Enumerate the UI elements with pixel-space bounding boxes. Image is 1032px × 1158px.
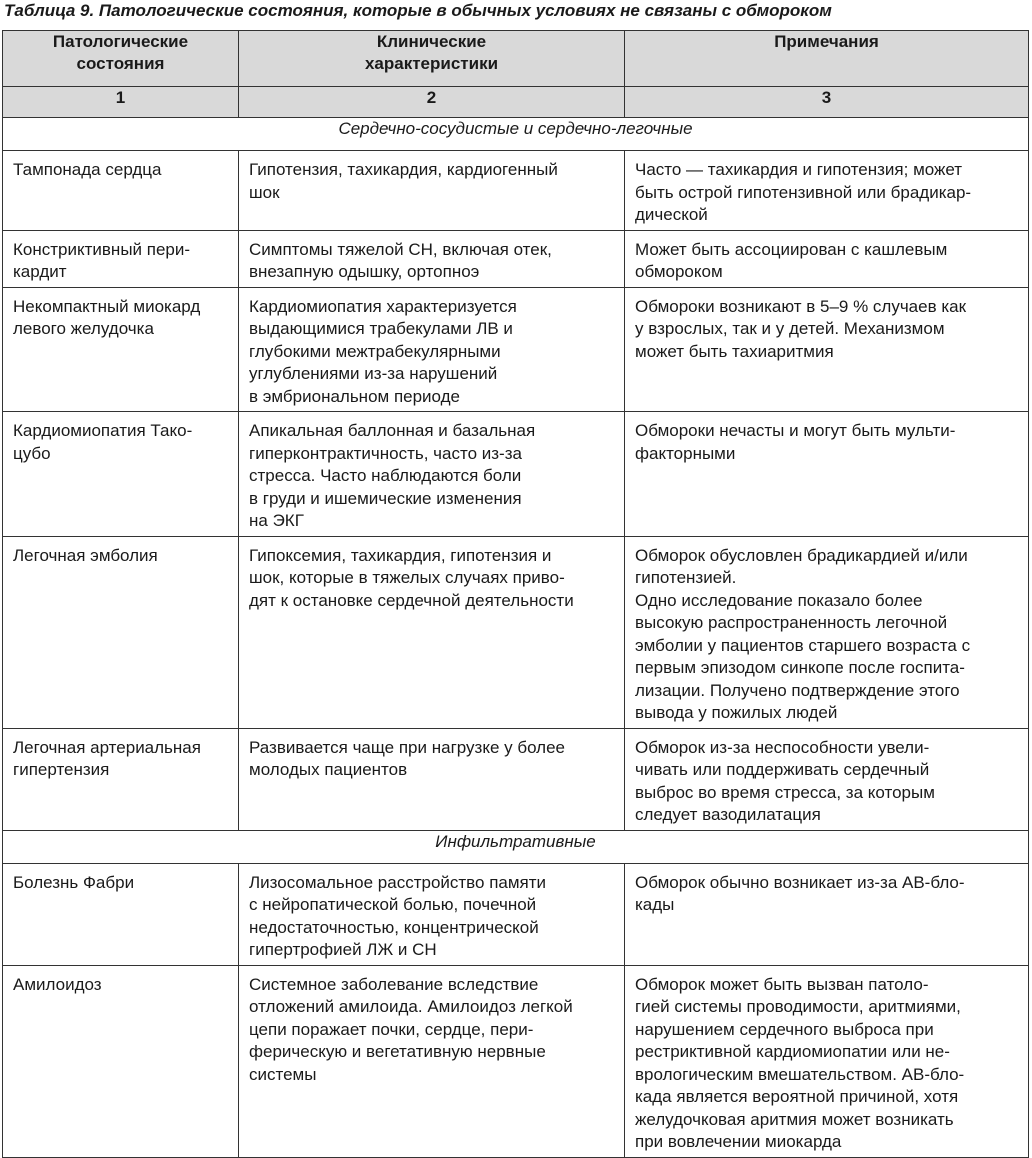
condition-cell [3,230,239,287]
table-row [3,230,1029,287]
column-number-row [3,87,1029,118]
characteristics-cell-text: Кардиомиопатия характеризуется выдающимися трабекулами ЛВ и глубокими межтрабекулярными углублениями из-за нарушений в эмбриональном периоде [249,296,517,406]
characteristics-cell-text: Развивается чаще при нагрузке у более молодых пациентов [249,737,566,779]
characteristics-cell [239,151,625,231]
table-row [3,728,1029,830]
notes-cell [625,230,1029,287]
condition-cell [3,151,239,231]
notes-cell-text: Обморок обычно возникает из-за АВ-бло- кады [635,872,965,914]
characteristics-cell-text: Гипоксемия, тахикардия, гипотензия и шок, которые в тяжелых случаях приво- дят к остановке сердечной деятельности [249,545,574,610]
characteristics-cell [239,728,625,830]
notes-cell-text: Может быть ассоциирован с кашлевым обмороком [635,239,948,281]
notes-cell [625,965,1029,1157]
condition-cell [3,536,239,728]
condition-cell-text: Кардиомиопатия Тако- цубо [13,421,193,463]
condition-cell-text: Констриктивный пери- кардит [13,239,191,281]
section-row [3,118,1029,151]
characteristics-cell [239,536,625,728]
notes-cell [625,863,1029,965]
characteristics-cell [239,965,625,1157]
characteristics-cell-text: Лизосомальное расстройство памяти с нейропатической болью, почечной недостаточностью, концентрической гипертрофией ЛЖ и СН [249,872,547,959]
notes-cell [625,287,1029,412]
table-row [3,287,1029,412]
table-row [3,412,1029,537]
header-conditions-label: Патологические состояния [52,32,189,73]
notes-cell-text: Обмороки нечасты и могут быть мульти- факторными [635,421,956,463]
condition-cell-text: Болезнь Фабри [13,872,135,892]
table-row [3,536,1029,728]
condition-cell [3,863,239,965]
section-title: Инфильтративные [3,830,1029,863]
notes-cell [625,151,1029,231]
characteristics-cell-text: Системное заболевание вследствие отложений амилоида. Амилоидоз легкой цепи поражает почки, сердце, пери- ферическую и вегетативную нервные системы [249,974,573,1084]
column-number-2: 2 [239,87,625,118]
section-row [3,830,1029,863]
header-characteristics-label: Клинические характеристики [364,32,499,73]
notes-cell [625,536,1029,728]
table-row [3,863,1029,965]
characteristics-cell [239,863,625,965]
table-body [3,118,1029,1158]
notes-cell-text: Обморок может быть вызван патоло- гией системы проводимости, аритмиями, нарушением сердечного выброса при рестриктивной кардиомиопатии или не- врологическим вмешательством. АВ-бло- када является вероятной причиной, хотя желудочковая аритмия может возникать при вовлечении миокарда [635,974,965,1151]
characteristics-cell [239,412,625,537]
header-conditions [3,31,239,87]
condition-cell [3,728,239,830]
header-row [3,31,1029,87]
characteristics-cell-text: Апикальная баллонная и базальная гиперконтрактичность, часто из-за стресса. Часто наблюдаются боли в груди и ишемические изменения на ЭКГ [249,421,536,530]
characteristics-cell [239,287,625,412]
characteristics-cell-text: Симптомы тяжелой СН, включая отек, внезапную одышку, ортопноэ [249,239,552,281]
header-notes-label: Примечания [774,32,879,51]
table-caption: Таблица 9. Патологические состояния, которые в обычных условиях не связаны с обмороком [4,1,832,20]
header-characteristics [239,31,625,87]
column-number-1: 1 [3,87,239,118]
section-title: Сердечно-сосудистые и сердечно-легочные [3,118,1029,151]
table-row [3,151,1029,231]
notes-cell-text: Обморок обусловлен брадикардией и/или гипотензией. Одно исследование показало более высокую распространенность легочной эмболии у пациентов старшего возраста с первым эпизодом синкопе после госпита- лизации. Получено подтверждение этого вывода у пожилых людей [635,545,971,722]
header-notes [625,31,1029,87]
condition-cell-text: Легочная артериальная гипертензия [13,737,201,779]
notes-cell [625,412,1029,537]
characteristics-cell [239,230,625,287]
condition-cell-text: Амилоидоз [13,974,102,994]
condition-cell-text: Некомпактный миокард левого желудочка [13,296,201,338]
notes-cell-text: Часто — тахикардия и гипотензия; может быть острой гипотензивной или брадикар- дической [635,160,972,224]
characteristics-cell-text: Гипотензия, тахикардия, кардиогенный шок [249,160,558,202]
conditions-table [2,30,1029,1158]
notes-cell-text: Обмороки возникают в 5–9 % случаев как у взрослых, так и у детей. Механизмом может быть тахиаритмия [635,296,967,361]
condition-cell [3,287,239,412]
condition-cell [3,965,239,1157]
condition-cell-text: Легочная эмболия [13,545,158,565]
notes-cell [625,728,1029,830]
notes-cell-text: Обморок из-за неспособности увели- чивать или поддерживать сердечный выброс во время стресса, за которым следует вазодилатация [635,737,935,824]
condition-cell [3,412,239,537]
condition-cell-text: Тампонада сердца [13,160,162,179]
column-number-3: 3 [625,87,1029,118]
table-row [3,965,1029,1157]
